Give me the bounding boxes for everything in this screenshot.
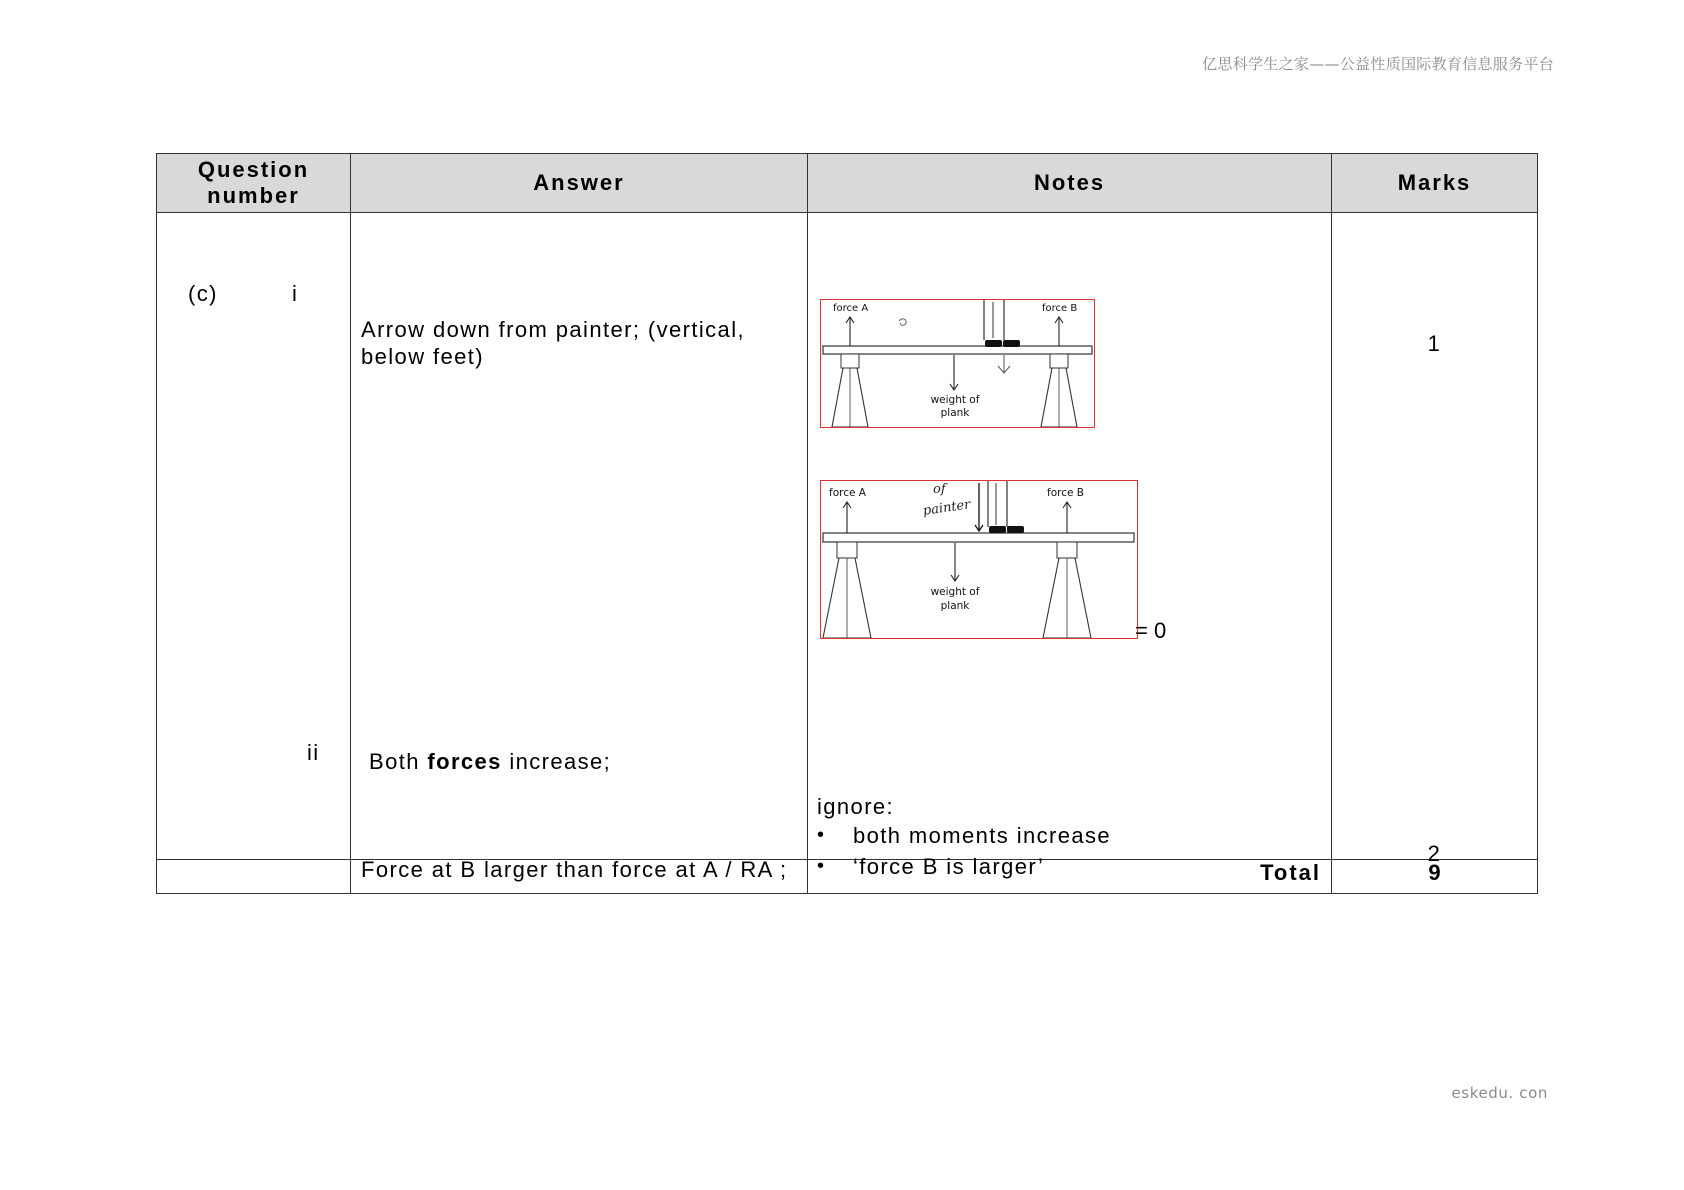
subpart-i-label: i	[292, 281, 299, 306]
answer-row	[157, 213, 1538, 860]
answer-ii-bold-word: forces	[427, 749, 502, 774]
part-label: (c)	[188, 281, 218, 306]
equals-zero-text: = 0	[1135, 618, 1167, 643]
ignore-list	[817, 820, 1111, 882]
diagram2-force-b-label: force B	[1047, 487, 1084, 499]
header-marks: Marks	[1332, 154, 1538, 213]
diagram1-weight-line1: weight of	[930, 394, 980, 406]
answer-ii-text: Both forces increase;	[369, 749, 612, 774]
total-empty-cell-1	[157, 860, 351, 894]
diagram1-force-a-label: force A	[833, 303, 869, 314]
notes-ignore-block	[817, 793, 1111, 882]
subpart-ii-label: ii	[307, 740, 320, 765]
ignore-label: ignore:	[817, 794, 895, 819]
diagram2-weight-line2: plank	[940, 600, 970, 612]
site-footer-text: eskedu. con	[1451, 1084, 1548, 1102]
ignore-item: • ‘force B is larger’	[817, 851, 1111, 882]
ignore-item: • both moments increase	[817, 820, 1111, 851]
diagram2-weight-line1: weight of	[930, 586, 980, 598]
header-row	[157, 154, 1538, 213]
question-cell	[157, 213, 351, 860]
plank-diagram-2	[820, 480, 1138, 639]
header-answer: Answer	[351, 154, 808, 213]
diagram2-handwritten-of: of	[933, 482, 946, 497]
diagram2-force-a-label: force A	[829, 487, 866, 499]
total-value: 9	[1332, 860, 1538, 894]
diagram1-force-b-label: force B	[1042, 303, 1078, 314]
total-label: Total	[808, 860, 1332, 894]
header-question-number: Question number	[157, 154, 351, 213]
diagram1-weight-line2: plank	[940, 407, 970, 419]
answer-i-text: Arrow down from painter; (vertical, below feet)	[361, 317, 745, 369]
mark-scheme-table	[156, 153, 1538, 894]
mark-ii: 2	[1427, 841, 1442, 866]
header-notes: Notes	[808, 154, 1332, 213]
marks-cell	[1332, 213, 1538, 866]
diagram2-handwritten-painter: painter	[922, 497, 972, 519]
site-header-text: 亿思科学生之家——公益性质国际教育信息服务平台	[1202, 55, 1554, 73]
mark-i: 1	[1427, 331, 1442, 356]
answer-ii-b-text: Force at B larger than force at A / RA ;	[361, 857, 788, 882]
plank-diagram-1	[820, 299, 1095, 428]
answer-cell	[351, 213, 808, 882]
